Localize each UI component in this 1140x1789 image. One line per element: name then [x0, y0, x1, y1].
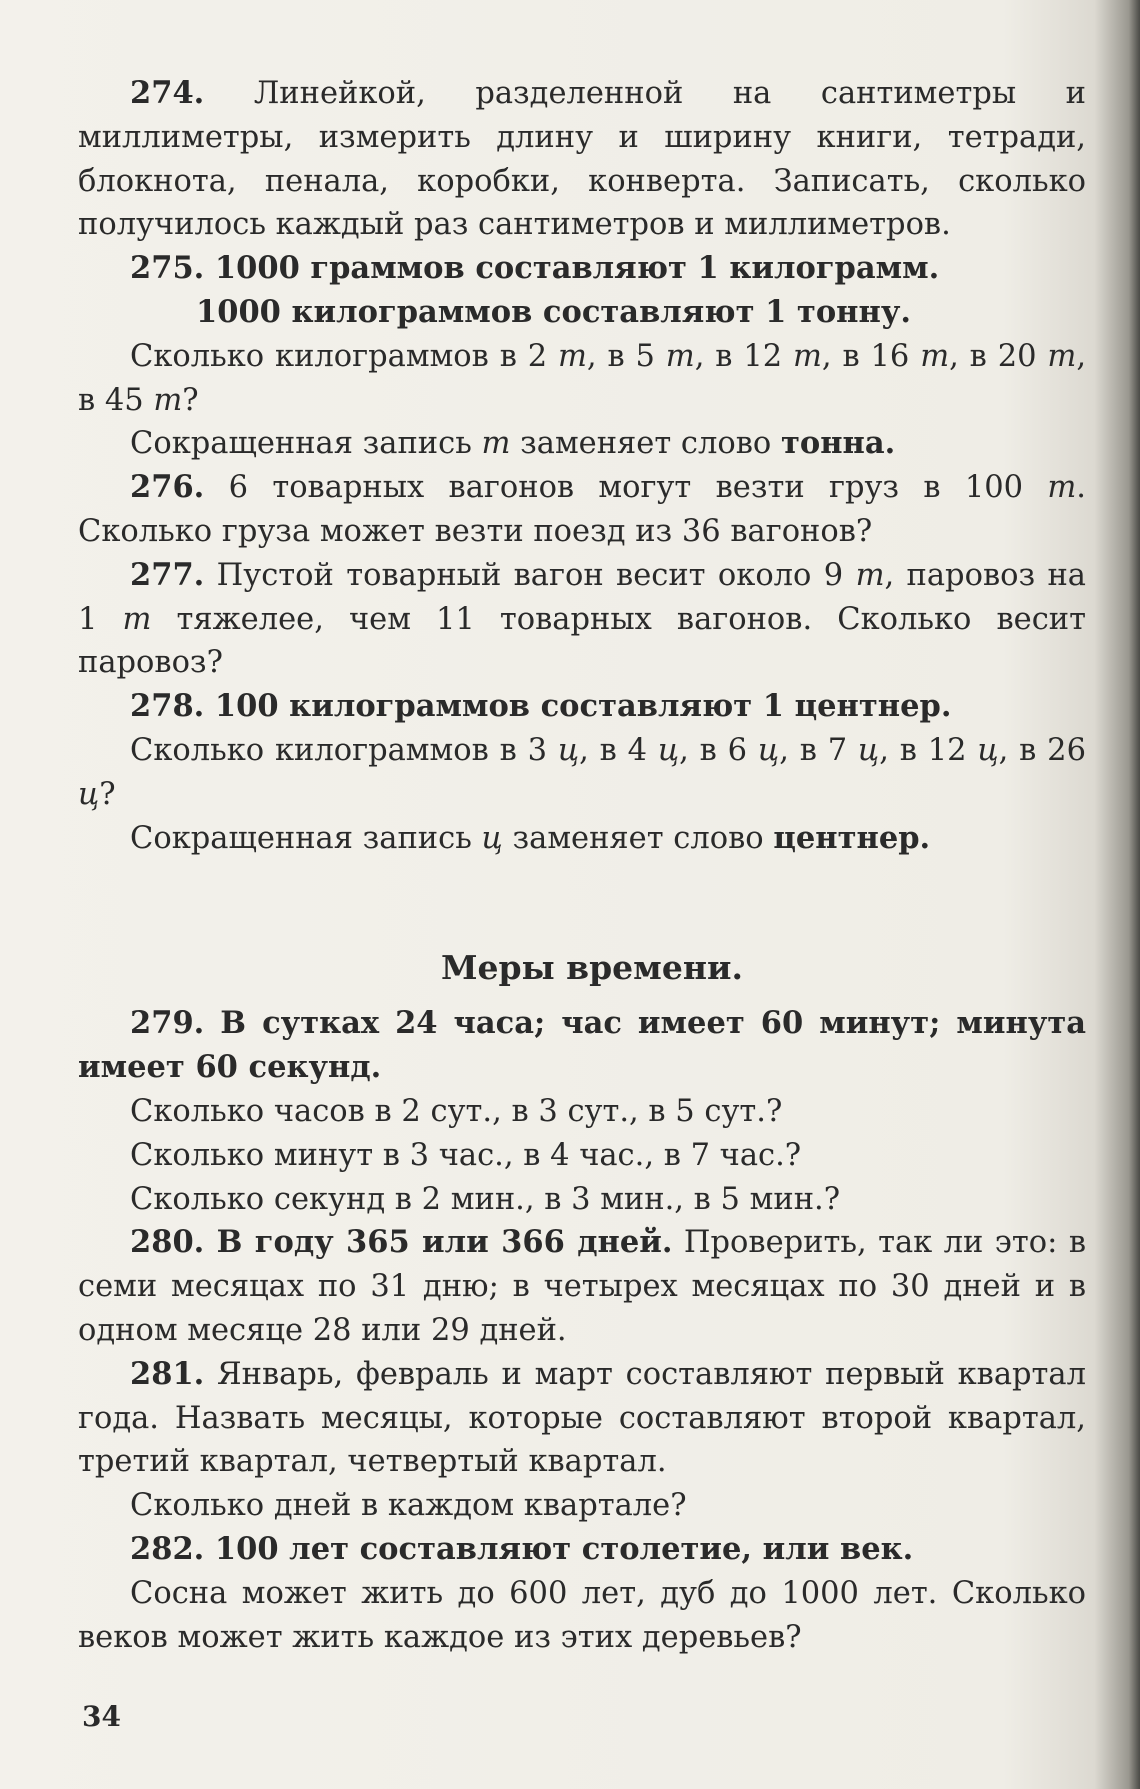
unit-abbr: т — [920, 338, 950, 374]
unit-abbr: т — [558, 338, 587, 374]
text-fragment: , в 4 — [579, 732, 658, 768]
problem-281-question: Сколько дней в каждом квартале? — [130, 1488, 687, 1524]
text-fragment: 6 товарных вагонов могут везти груз в 100 — [204, 470, 1048, 506]
problem-282-rule: 282. 100 лет составляют столетие, или век. — [130, 1530, 914, 1567]
problem-275-rule-1: 275. 1000 граммов составляют 1 килограмм. — [130, 250, 940, 287]
text-fragment: Сокращенная запись — [130, 426, 482, 462]
text-fragment: , в 7 — [779, 732, 858, 768]
text-fragment: тяжелее, чем 11 товарных вагонов. Сколько весит паровоз? — [78, 601, 1086, 681]
problem-275-question — [78, 335, 1086, 423]
problem-text: Проверить, так ли это: в семи месяцах по 31 дню; в четырех месяцах по 30 дней и в одном месяце 28 или 29 дней. — [78, 1225, 1087, 1348]
unit-abbr: ц — [481, 820, 503, 856]
text-fragment: Сколько килограммов в 3 — [130, 732, 558, 768]
page-text — [78, 72, 1086, 1659]
problem-number: 277. — [130, 556, 205, 593]
unit-abbr: т — [665, 338, 695, 374]
problem-number: 276. — [130, 469, 205, 506]
text-fragment: Сокращенная запись — [130, 820, 482, 856]
text-fragment: Пустой товарный вагон весит около 9 — [204, 557, 856, 593]
text-fragment: заменяет слово — [510, 426, 781, 462]
problem-282-text: Сосна может жить до 600 лет, дуб до 1000 лет. Сколько веков может жить каждое из этих деревьев? — [78, 1575, 1086, 1655]
text-fragment: , в 5 — [586, 338, 666, 374]
text-fragment: Сколько килограммов в 2 — [130, 338, 558, 374]
section-title: Меры времени. — [441, 948, 743, 988]
problem-277 — [78, 554, 1086, 685]
unit-abbr: ц — [78, 776, 100, 812]
text-fragment: ? — [99, 776, 116, 812]
problem-rule: 280. В году 365 или 366 дней. — [130, 1224, 673, 1261]
unit-abbr: т — [1047, 338, 1077, 374]
unit-abbr: ц — [657, 732, 680, 768]
problem-279-question-1: Сколько часов в 2 сут., в 3 сут., в 5 сут.? — [130, 1093, 783, 1129]
text-fragment: , паровоз на 1 — [78, 557, 1086, 637]
problem-274 — [78, 72, 1086, 247]
page-number: 34 — [82, 1700, 121, 1733]
text-fragment: , в 12 — [879, 732, 978, 768]
text-fragment: . Сколько груза может везти поезд из 36 вагонов? — [78, 470, 1086, 549]
unit-abbr: т — [153, 382, 183, 418]
text-fragment: ? — [182, 382, 199, 418]
problem-275-abbreviation — [78, 422, 1086, 466]
problem-279-question-2: Сколько минут в 3 час., в 4 час., в 7 час.? — [130, 1137, 802, 1173]
problem-276 — [78, 466, 1086, 554]
text-fragment: , в 6 — [679, 732, 758, 768]
problem-281 — [78, 1353, 1086, 1484]
term: центнер. — [773, 819, 931, 856]
unit-abbr: ц — [977, 732, 999, 768]
unit-abbr: т — [1047, 470, 1077, 506]
unit-abbr: ц — [857, 732, 880, 768]
problem-279-rule: 279. В сутках 24 часа; час имеет 60 минут; минута имеет 60 секунд. — [78, 1005, 1086, 1086]
text-fragment: , в 45 — [78, 338, 1087, 418]
problem-275-rule-2: 1000 килограммов составляют 1 тонну. — [196, 293, 911, 330]
text-fragment: заменяет слово — [502, 820, 774, 856]
text-fragment: , в 20 — [949, 338, 1048, 374]
unit-abbr: ц — [757, 732, 780, 768]
unit-abbr: т — [855, 557, 885, 593]
problem-279-question-3: Сколько секунд в 2 мин., в 3 мин., в 5 мин.? — [130, 1181, 841, 1217]
unit-abbr: т — [481, 426, 511, 462]
unit-abbr: ц — [557, 732, 580, 768]
text-fragment: , в 26 — [998, 732, 1086, 768]
problem-280 — [78, 1221, 1086, 1352]
problem-number: 274. — [130, 75, 205, 111]
text-fragment: , в 12 — [694, 338, 793, 374]
unit-abbr: т — [122, 601, 152, 637]
problem-278-question — [78, 729, 1086, 817]
problem-278-rule: 278. 100 килограммов составляют 1 центнер. — [130, 688, 952, 725]
problem-text: Январь, февраль и март составляют первый квартал года. Назвать месяцы, которые составляют второй квартал, третий квартал, четвертый квартал. — [78, 1356, 1086, 1480]
unit-abbr: т — [793, 338, 822, 374]
problem-278-abbreviation — [78, 817, 1086, 861]
problem-number: 281. — [130, 1355, 205, 1392]
term: тонна. — [780, 425, 896, 462]
text-fragment: , в 16 — [821, 338, 921, 374]
problem-text: Линейкой, разделенной на сантиметры и миллиметры, измерить длину и ширину книги, тетради, блокнота, пенала, коробки, конверта. Записать, сколько получилось каждый раз сантиметров и миллиметров. — [78, 76, 1086, 243]
